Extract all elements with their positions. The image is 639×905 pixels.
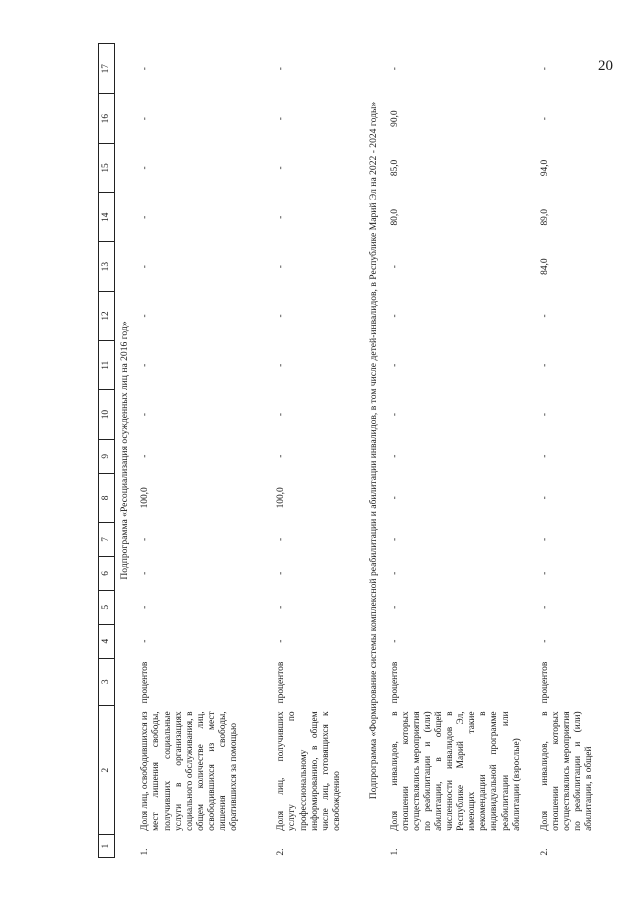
value-cell: - <box>140 314 151 318</box>
indicators-table <box>98 43 610 858</box>
header-cell: 11 <box>99 341 115 390</box>
table-row <box>386 44 536 858</box>
value-cell: - <box>140 265 151 269</box>
subprogram-title: Подпрограмма «Формирование системы комплексной реабилитации и абилитации инвалидов, в том числе детей-инвалидов, в Республике Марий Эл на 2022 - 2024 годы» <box>368 101 380 800</box>
value-cell: - <box>276 265 287 269</box>
value-cell: - <box>389 537 400 542</box>
value-cell: - <box>276 166 287 170</box>
value-cell: - <box>276 117 287 121</box>
value-cell: - <box>539 454 550 458</box>
value-cell: - <box>389 363 400 367</box>
header-cell: 17 <box>99 44 115 94</box>
row-number: 1. <box>140 848 151 856</box>
indicator-name: Доля инвалидов, в отношении которых осуществлялись мероприятия по реабилитации и (или) абилитации, в общей численности инвалидов в Республике Марий Эл, имеющих такие рекомендации в индивидуальной программе реабилитации или абилитации (взрослые) <box>389 711 522 831</box>
value-cell: - <box>140 413 151 417</box>
value-cell: - <box>276 363 287 367</box>
unit-cell: процентов <box>539 661 550 704</box>
value-cell: - <box>276 605 287 609</box>
value-cell: - <box>140 67 151 71</box>
value-cell: - <box>276 454 287 458</box>
header-cell: 10 <box>99 390 115 439</box>
value-cell: - <box>140 454 151 458</box>
indicator-name: Доля лиц, освободившихся из мест лишения свободы, получивших социальные услуги в организациях социального обслуживания, в общем количестве лиц, освободившихся из мест лишения свободы, обратившихся за помощью <box>140 711 240 831</box>
value-cell: 84,0 <box>539 258 550 275</box>
subprogram-title-row <box>364 44 385 858</box>
value-cell: 85,0 <box>389 159 400 177</box>
value-cell: - <box>539 496 550 500</box>
unit-cell: процентов <box>389 661 400 704</box>
header-row <box>99 44 115 858</box>
value-cell: - <box>539 413 550 417</box>
value-cell: - <box>389 571 400 575</box>
value-cell: 90,0 <box>389 110 400 127</box>
row-number: 1. <box>389 848 400 856</box>
table-row <box>536 44 610 858</box>
value-cell: 100,0 <box>140 487 151 509</box>
value-cell: - <box>539 117 550 121</box>
unit-cell: процентов <box>140 661 151 704</box>
value-cell: - <box>539 571 550 575</box>
subprogram-title-row <box>115 44 137 858</box>
value-cell: - <box>389 496 400 500</box>
header-cell: 16 <box>99 94 115 143</box>
value-cell: - <box>276 314 287 318</box>
value-cell: - <box>140 215 151 219</box>
header-cell: 6 <box>99 556 115 590</box>
value-cell: - <box>539 67 550 71</box>
value-cell: - <box>140 166 151 170</box>
indicator-name: Доля лиц, получивших услугу по профессиональному информированию, в общем числе лиц, готовящихся к освобождению <box>276 711 342 831</box>
value-cell: 100,0 <box>276 487 287 509</box>
value-cell: - <box>276 67 287 71</box>
value-cell: - <box>140 363 151 367</box>
value-cell: - <box>276 413 287 417</box>
value-cell: - <box>276 571 287 575</box>
value-cell: - <box>140 571 151 575</box>
row-number: 2. <box>539 848 550 856</box>
value-cell: - <box>389 605 400 609</box>
value-cell: 94,0 <box>539 159 550 177</box>
value-cell: 89,0 <box>539 209 550 226</box>
value-cell: 80,0 <box>389 209 400 226</box>
header-cell: 8 <box>99 473 115 522</box>
value-cell: - <box>539 363 550 367</box>
header-cell: 4 <box>99 624 115 658</box>
indicator-name: Доля инвалидов, в отношении которых осуществлялись мероприятия по реабилитации и (или) абилитации, в общей <box>539 711 594 831</box>
header-cell: 3 <box>99 658 115 705</box>
header-cell: 15 <box>99 143 115 192</box>
header-cell: 12 <box>99 291 115 340</box>
header-cell: 1 <box>99 835 115 858</box>
header-cell: 9 <box>99 439 115 473</box>
value-cell: - <box>140 639 151 643</box>
value-cell: - <box>389 67 400 71</box>
value-cell: - <box>389 265 400 269</box>
table-row <box>272 44 364 858</box>
value-cell: - <box>539 605 550 609</box>
header-cell: 13 <box>99 242 115 291</box>
row-number: 2. <box>276 848 287 856</box>
value-cell: - <box>276 215 287 219</box>
value-cell: - <box>276 639 287 643</box>
value-cell: - <box>140 537 151 542</box>
header-cell: 5 <box>99 590 115 624</box>
value-cell: - <box>140 605 151 609</box>
value-cell: - <box>389 314 400 318</box>
table-row <box>136 44 272 858</box>
header-cell: 14 <box>99 193 115 242</box>
page-number: 20 <box>598 58 613 74</box>
value-cell: - <box>389 413 400 417</box>
rotated-table-container <box>98 43 594 858</box>
value-cell: - <box>389 454 400 458</box>
value-cell: - <box>276 537 287 542</box>
subprogram-title: Подпрограмма «Ресоциализация осужденных лиц на 2016 год» <box>119 321 130 580</box>
value-cell: - <box>140 117 151 121</box>
value-cell: - <box>539 314 550 318</box>
header-cell: 2 <box>99 705 115 835</box>
value-cell: - <box>389 639 400 643</box>
value-cell: - <box>539 639 550 643</box>
unit-cell: процентов <box>276 661 287 704</box>
header-cell: 7 <box>99 523 115 557</box>
value-cell: - <box>539 537 550 542</box>
